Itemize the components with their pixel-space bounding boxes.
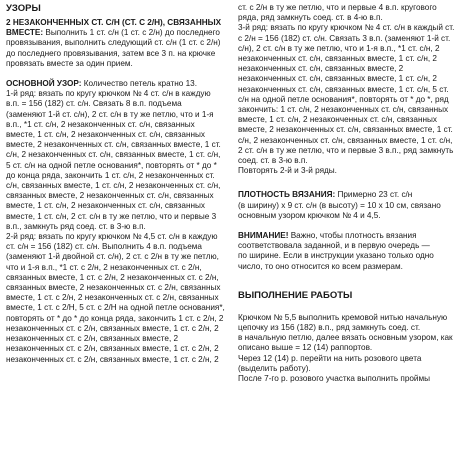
- text-line: вместе, 1 ст. с/н, 2 ст. с/н в ту же петлю, что и первые 3: [6, 211, 217, 221]
- text-line: незаконченных ст. с 2/н, связанных вместе, 1 ст. с 2/н, 2: [6, 354, 219, 364]
- bottom-fade: [0, 420, 460, 460]
- text-line: вместе, 1 ст. с/н, 2 незаконченных ст. с/н, связанных: [6, 201, 205, 211]
- text-line: незаконченных ст. с/н, связанных вместе, 2: [238, 64, 404, 74]
- text-line: 1-й ряд: вязать по кругу крючком № 4 ст. с/н в каждую: [6, 89, 211, 99]
- text-line: цепочку из 156 (182) в.п., ряд замкнуть соед. ст.: [238, 323, 421, 333]
- paragraph-heading-line: 2 НЕЗАКОНЧЕННЫХ СТ. С/Н (СТ. С 2/Н), СВЯЗАННЫХ: [6, 18, 222, 27]
- text-line: (заменяют 1-й ст. с/н), 2 ст. с/н в ту же петлю, что и 1-я: [6, 109, 214, 119]
- text-line: связанных вместе, 2 незаконченных ст. с 2/н, связанных: [6, 283, 221, 293]
- text-line: описано выше = 12 (14) раппортов.: [238, 343, 373, 353]
- text-line: связанных вместе, 1 ст. с 2/н, 2 незаконченных ст. с 2/н,: [6, 272, 219, 282]
- text-line: незаконченных ст. с 2/н, связанных вместе, 1 ст. с 2/н, 2: [6, 323, 219, 333]
- text-line: что и 1-я в.п., *1 ст. с 2/н, 2 незаконченных ст. с 2/н,: [6, 262, 202, 272]
- paragraph-heading-line-2: ВМЕСТЕ: Выполнить 1 ст. с/н (1 ст. с 2/н) до последнего: [6, 28, 220, 38]
- text-line: повторять от * до * до конца ряда, закончить 1 ст. с 2/н, 2: [6, 313, 224, 323]
- text-line: в.п., замкнуть ряд соед. ст. в 3-ю в.п.: [6, 221, 146, 231]
- text-line: с 2/н = 156 (182) ст. с/н. Связать 3 в.п. (заменяют 1-й ст.: [238, 33, 451, 43]
- right-column: [238, 3, 454, 384]
- text-line: вместе, 2 незаконченных ст. с/н, связанных вместе, 1 ст.: [238, 125, 453, 135]
- main-pattern-paragraph: [6, 79, 228, 365]
- paragraph-body: [6, 38, 228, 69]
- patterns-title: УЗОРЫ: [6, 3, 41, 14]
- text-line: в.п. = 156 (182) ст. с/н. Связать 8 в.п. подъема: [6, 99, 182, 109]
- main-pattern-body: [6, 89, 228, 364]
- text-line: по ширине. Если в инструкции указано только одно: [238, 251, 434, 261]
- text-line: число, то оно относится ко всем размерам.: [238, 261, 403, 271]
- text-line: (в ширину) х 9 ст. с/н (в высоту) = 10 х 10 см, связано: [238, 200, 441, 210]
- text-line: с/н, 2 незаконченных ст. с/н, связанных вместе, 1 ст. с/н,: [6, 150, 221, 160]
- density-paragraph: [238, 190, 454, 221]
- left-column: [6, 3, 228, 365]
- text-line: ст. с 2/н в ту же петлю, что и первые 4 в.п. кругового: [238, 3, 437, 12]
- two-unfinished-dc-paragraph: [6, 18, 228, 69]
- text-line: После 7-го р. розового участка выполнить проймы: [238, 374, 431, 384]
- text-line: 2-й ряд: вязать по кругу крючком № 4,5 ст. с/н в каждую: [6, 232, 218, 242]
- text-line: незаконченных ст. с/н, связанных вместе, 1 ст. с/н, 5 ст.: [238, 84, 449, 94]
- main-pattern-heading: ОСНОВНОЙ УЗОР: Количество петель кратно 13.: [6, 79, 197, 89]
- text-line: (выделить работу).: [238, 363, 311, 373]
- text-line: в.п., *1 ст. с/н, 2 незаконченных ст. с/н, связанных: [6, 119, 195, 129]
- text-line: 3-й ряд: вязать по кругу крючком № 4 ст. с/н в каждый ст.: [238, 23, 455, 33]
- text-line: провязывания, выполнить следующий ст. с/н (1 ст. с 2/н): [6, 38, 221, 48]
- text-line: соед. ст. в 3-ю в.п.: [238, 156, 308, 166]
- work-instructions: [238, 313, 454, 384]
- text-line: 2 ст. с/н в ту же петлю, что и первые 3 в.п., ряд замкнуть: [238, 145, 454, 155]
- work-title: ВЫПОЛНЕНИЕ РАБОТЫ: [238, 289, 353, 301]
- density-body: [238, 201, 454, 221]
- text-line: в начальную петлю, далее вязать основным узором, как: [238, 333, 453, 343]
- warning-paragraph: [238, 231, 454, 272]
- text-line: (заменяют 1-й двойной ст. с/н), 2 ст. с 2/н в ту же петлю,: [6, 252, 219, 262]
- text-line: ряда, ряд замкнуть соед. ст. в 4-ю в.п.: [238, 13, 383, 23]
- text-line: незаконченных ст. с/н, связанных вместе, 1 ст. с/н, 2: [238, 54, 437, 64]
- text-line: до конца ряда, закончить 1 ст. с/н, 2 незаконченных ст.: [6, 170, 215, 180]
- text-line: ст. с/н = 156 (182) ст. с/н. Выполнить 4 в.п. подъема: [6, 242, 202, 252]
- density-heading: ПЛОТНОСТЬ ВЯЗАНИЯ: Примерно 23 ст. с/н: [238, 190, 413, 200]
- text-line: с/н на одной петле основания*, повторять от * до *, ряд: [238, 94, 449, 104]
- text-line: незаконченных ст. с 2/н, связанных вместе, 2: [6, 334, 179, 344]
- text-line: незаконченных ст. с 2/н, связанных вместе, 1 ст. с 2/н, 2: [6, 344, 219, 354]
- text-line: соответствовала заданной, и в первую очередь —: [238, 241, 430, 251]
- warning-heading: ВНИМАНИЕ! Важно, чтобы плотность вязания: [238, 231, 417, 241]
- warning-body: [238, 241, 454, 272]
- text-line: Через 12 (14) р. перейти на нить розового цвета: [238, 353, 422, 363]
- text-line: до последнего провязывания, затем все 3 п. на крючке: [6, 48, 216, 58]
- text-line: Повторять 2-й и 3-й ряды.: [238, 166, 337, 176]
- text-line: закончить: 1 ст. с/н, 2 незаконченных ст. с/н, связанных: [238, 105, 449, 115]
- text-line: с/н), 2 ст. с/н в ту же петлю, что и 1-я в.п., *1 ст. с/н, 2: [238, 43, 440, 53]
- text-line: с/н, 2 незаконченных ст. с/н, связанных вместе, 1 ст. с/н,: [238, 135, 453, 145]
- text-line: вместе, 1 ст. с 2/Н, 5 ст. с 2/Н на одной петле основания*,: [6, 303, 225, 313]
- text-line: основным узором крючком № 4 и 4,5.: [238, 210, 381, 220]
- text-line: провязать вместе за один прием.: [6, 58, 133, 68]
- text-line: вместе, 1 ст. с 2/н, 2 незаконченных ст. с 2/н, связанных: [6, 293, 219, 303]
- text-line: вместе, 2 незаконченных ст. с/н, связанных вместе, 1 ст.: [6, 140, 221, 150]
- text-line: Крючком № 5,5 выполнить кремовой нитью начальную: [238, 312, 448, 322]
- text-line: 5 ст. с/н на одной петле основания*, повторять от * до *: [6, 160, 217, 170]
- text-line: с/н, связанных вместе, 1 ст. с/н, 2 незаконченных ст. с/н,: [6, 181, 221, 191]
- text-line: незаконченных ст. с/н, связанных вместе, 1 ст. с/н, 2: [238, 74, 437, 84]
- text-line: вместе, 1 ст. с/н, 2 незаконченных ст. с/н, связанных: [238, 115, 437, 125]
- text-line: вместе, 1 ст. с/н, 2 незаконченных ст. с/н, связанных: [6, 130, 205, 140]
- text-line: связанных вместе, 2 незаконченных ст. с/н, связанных: [6, 191, 214, 201]
- row-instructions-continued: [238, 3, 454, 176]
